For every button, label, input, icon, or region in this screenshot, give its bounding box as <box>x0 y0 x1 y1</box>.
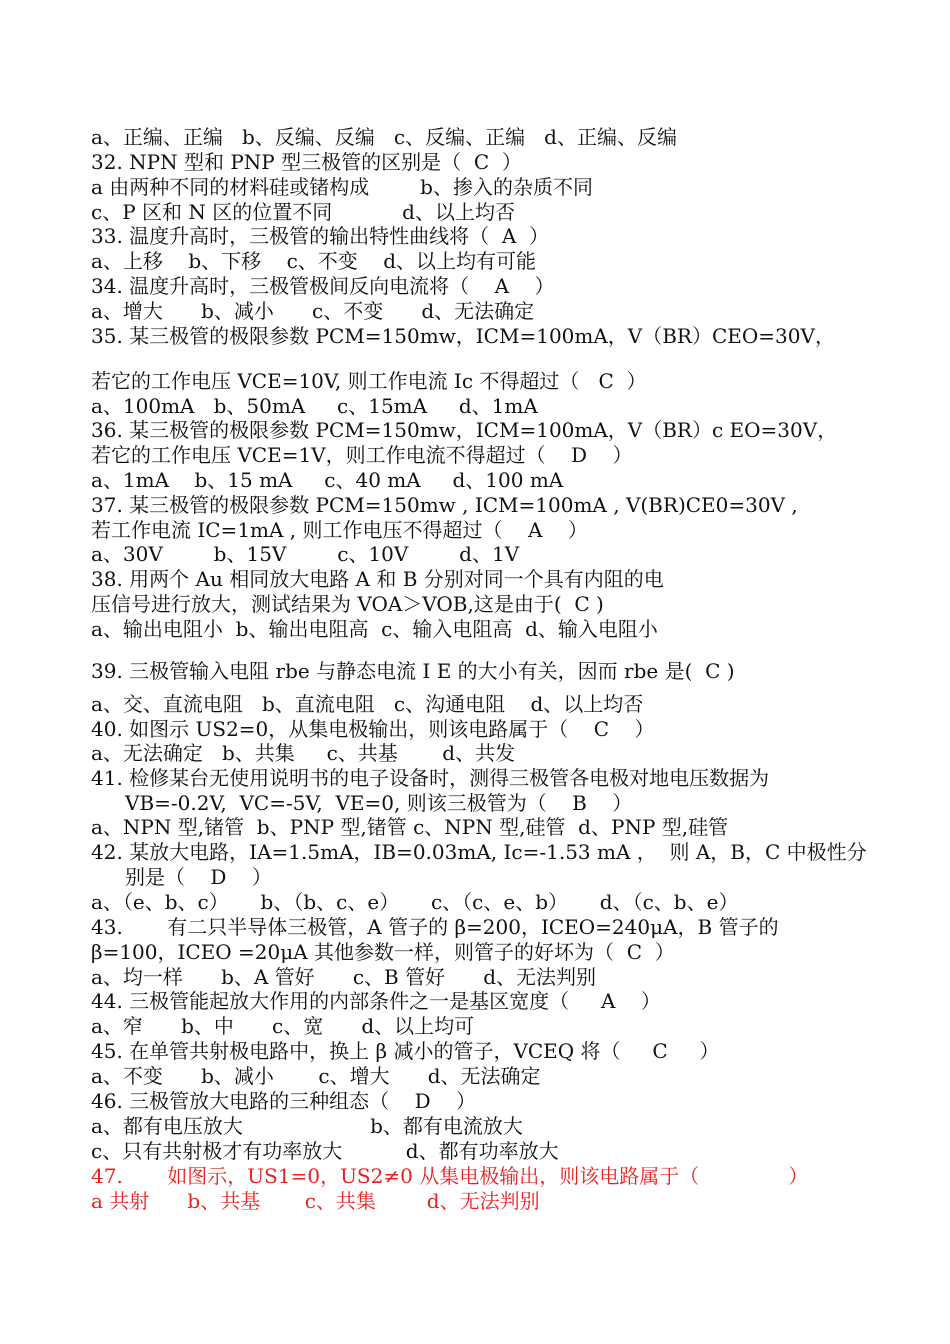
text-line: a、均一样 b、A 管好 c、B 管好 d、无法判别 <box>91 965 597 989</box>
text-line: 41. 检修某台无使用说明书的电子设备时，测得三极管各电极对地电压数据为 <box>91 766 770 790</box>
text-line: a 共射 b、共基 c、共集 d、无法判别 <box>91 1189 540 1213</box>
text-line: a、30V b、15V c、10V d、1V <box>91 542 520 566</box>
text-line: VB=-0.2V, VC=-5V, VE=0, 则该三极管为（ B ） <box>125 791 633 815</box>
text-line: a 由两种不同的材料硅或锗构成 b、掺入的杂质不同 <box>91 175 593 199</box>
text-line: 别是（ D ） <box>125 865 272 889</box>
text-line: 33. 温度升高时，三极管的输出特性曲线将（ A ） <box>91 224 550 248</box>
text-line: 46. 三极管放大电路的三种组态（ D ） <box>91 1089 477 1113</box>
text-line: 37. 某三极管的极限参数 PCM=150mw , ICM=100mA , V(BR)CE0=30V , <box>91 493 798 517</box>
text-line: 35. 某三极管的极限参数 PCM=150mw，ICM=100mA，V（BR）CEO=30V， <box>91 324 835 348</box>
text-line: a、不变 b、减小 c、增大 d、无法确定 <box>91 1064 541 1088</box>
text-line: 44. 三极管能起放大作用的内部条件之一是基区宽度（ A ） <box>91 989 661 1013</box>
text-line: a、无法确定 b、共集 c、共基 d、共发 <box>91 741 516 765</box>
text-line: a、输出电阻小 b、输出电阻高 c、输入电阻高 d、输入电阻小 <box>91 617 658 641</box>
text-line: a、窄 b、中 c、宽 d、以上均可 <box>91 1014 475 1038</box>
text-line: 40. 如图示 US2=0，从集电极输出，则该电路属于（ C ） <box>91 717 655 741</box>
text-line: 若它的工作电压 VCE=1V，则工作电流不得超过（ D ） <box>91 443 633 467</box>
text-line: 压信号进行放大，测试结果为 VOA＞VOB,这是由于( C ) <box>91 592 604 616</box>
text-line: a、增大 b、减小 c、不变 d、无法确定 <box>91 299 535 323</box>
text-line: a、上移 b、下移 c、不变 d、以上均有可能 <box>91 249 537 273</box>
text-line: a、NPN 型,锗管 b、PNP 型,锗管 c、NPN 型,硅管 d、PNP 型,硅管 <box>91 815 729 839</box>
text-line: 45. 在单管共射极电路中，换上 β 减小的管子，VCEQ 将（ C ） <box>91 1039 720 1063</box>
text-line: 32. NPN 型和 PNP 型三极管的区别是（ C ） <box>91 150 522 174</box>
text-line: 若工作电流 IC=1mA , 则工作电压不得超过（ A ） <box>91 518 588 542</box>
text-line: 42. 某放大电路，IA=1.5mA，IB=0.03mA, Ic=-1.53 mA ， 则 A，B，C 中极性分 <box>91 840 867 864</box>
text-line: a、正编、正编 b、反编、反编 c、反编、正编 d、正编、反编 <box>91 125 677 149</box>
text-line: c、只有共射极才有功率放大 d、都有功率放大 <box>91 1139 559 1163</box>
text-line: 若它的工作电压 VCE=10V, 则工作电流 Ic 不得超过（ C ） <box>91 369 647 393</box>
text-line: 39. 三极管输入电阻 rbe 与静态电流 I E 的大小有关，因而 rbe 是( C ) <box>91 659 735 683</box>
text-line: c、P 区和 N 区的位置不同 d、以上均否 <box>91 200 515 224</box>
text-line: a、100mA b、50mA c、15mA d、1mA <box>91 394 538 418</box>
text-line: β=100，ICEO =20μA 其他参数一样，则管子的好坏为（ C ） <box>91 940 675 964</box>
text-line: a、交、直流电阻 b、直流电阻 c、沟通电阻 d、以上均否 <box>91 692 644 716</box>
text-line: 43. 有二只半导体三极管，A 管子的 β=200，ICEO=240μA，B 管子的 <box>91 915 779 939</box>
text-line: a、（e、b、c） b、（b、c、e） c、（c、e、b） d、（c、b、e） <box>91 890 739 914</box>
text-line: 47. 如图示，US1=0，US2≠0 从集电极输出，则该电路属于（ ） <box>91 1164 809 1188</box>
text-line: a、都有电压放大 b、都有电流放大 <box>91 1114 523 1138</box>
text-line: 36. 某三极管的极限参数 PCM=150mw，ICM=100mA，V（BR）c EO=30V， <box>91 418 838 442</box>
text-line: 34. 温度升高时，三极管极间反向电流将（ A ） <box>91 274 555 298</box>
text-line: 38. 用两个 Au 相同放大电路 A 和 B 分别对同一个具有内阻的电 <box>91 567 664 591</box>
text-line: a、1mA b、15 mA c、40 mA d、100 mA <box>91 468 564 492</box>
